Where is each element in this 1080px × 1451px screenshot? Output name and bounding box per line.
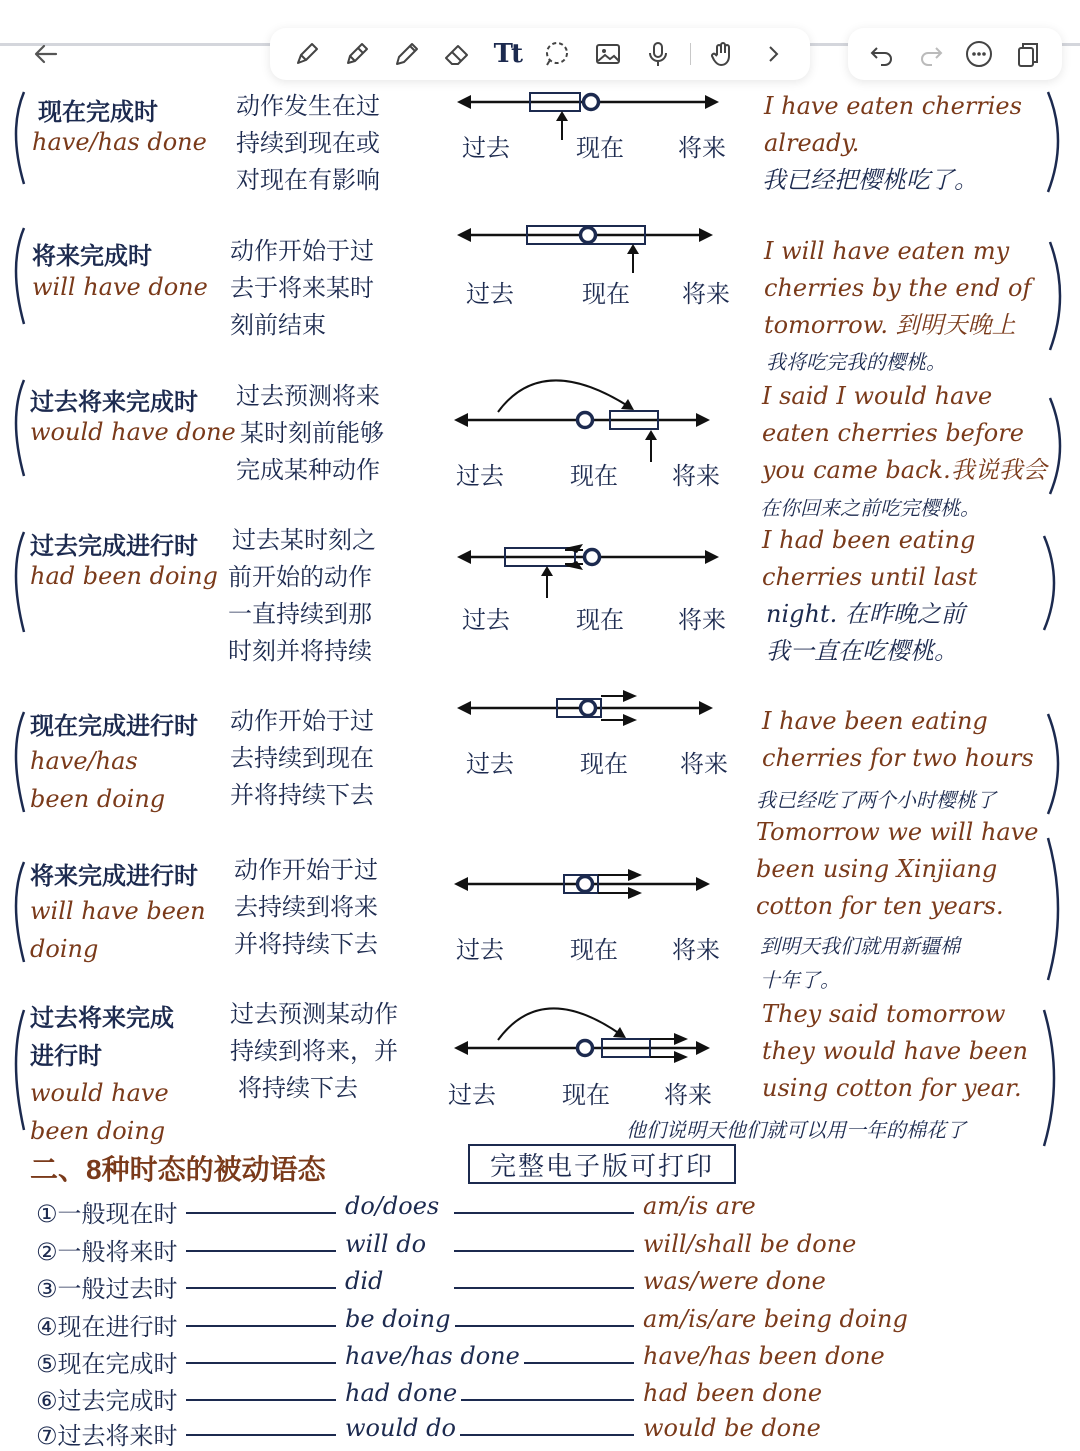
passive-form: was/were done (639, 1267, 830, 1295)
timeline-diagram (452, 996, 722, 1071)
label-now: 现在 (576, 607, 624, 634)
example-cn: 在你回来之前吃完樱桃。 (760, 498, 980, 520)
label-past: 过去 (466, 281, 514, 308)
drawing-toolbar (270, 28, 810, 80)
tense-name: ③一般过去时 (36, 1269, 182, 1304)
microphone-icon (643, 39, 673, 69)
example-cn: 他们说明天他们就可以用一年的棉花了 (626, 1120, 966, 1142)
text-tool[interactable] (489, 36, 525, 72)
label-future: 将来 (664, 1082, 712, 1109)
history-toolbar (848, 28, 1062, 80)
label-past: 过去 (448, 1082, 496, 1109)
pen-tool[interactable] (289, 36, 325, 72)
left-brace (4, 710, 28, 814)
connector-line (186, 1434, 336, 1436)
timeline-diagram (455, 540, 725, 602)
tense-form: would have done (30, 418, 236, 446)
passive-row (36, 1230, 1036, 1266)
connector-line (186, 1362, 336, 1364)
passive-form: have/has been done (639, 1342, 889, 1370)
pages-icon (1013, 39, 1043, 69)
active-form: did (341, 1267, 387, 1295)
example-en: They said tomorrow they would have been using cotton for year. (762, 1000, 1028, 1102)
pencil-tool[interactable] (389, 36, 425, 72)
tense-name: ⑦过去将来时 (36, 1416, 182, 1451)
pages-button[interactable] (1010, 36, 1046, 72)
more-icon (964, 39, 994, 69)
eraser-icon (442, 39, 472, 69)
timeline-diagram (452, 370, 722, 465)
label-future: 将来 (678, 135, 726, 162)
hand-icon (708, 39, 738, 69)
tense-form: would have been doing (30, 1079, 169, 1145)
tense-form: will have done (32, 273, 208, 301)
tense-name: ⑤现在完成时 (36, 1344, 182, 1379)
tense-name: 过去将来完成 进行时 (30, 1005, 174, 1070)
label-future: 将来 (672, 463, 720, 490)
tense-desc: 动作开始于过 去持续到现在 并将持续下去 (230, 708, 374, 809)
connector-line (454, 1434, 634, 1436)
tense-desc: 动作开始于过 去于将来某时 刻前结束 (230, 238, 374, 339)
tense-desc: 过去预测某动作 持续到将来，并 将持续下去 (230, 1001, 398, 1102)
redo-icon (916, 39, 946, 69)
passive-form: will/shall be done (639, 1230, 860, 1258)
right-brace (1044, 712, 1070, 816)
tense-form: had been doing (30, 562, 218, 590)
label-now: 现在 (570, 937, 618, 964)
label-past: 过去 (462, 607, 510, 634)
passive-form: am/is are (639, 1192, 760, 1220)
image-tool[interactable] (590, 36, 626, 72)
label-past: 过去 (462, 135, 510, 162)
right-brace (1046, 240, 1072, 352)
toolbar-separator (690, 43, 691, 65)
right-brace (1046, 396, 1072, 496)
right-brace (1040, 1008, 1066, 1148)
right-brace (1040, 534, 1066, 632)
passive-row (36, 1379, 1036, 1415)
left-brace (4, 530, 28, 634)
example-en: Tomorrow we will have been using Xinjiang cotton for ten years. (756, 818, 1039, 920)
example-cn: night. 在昨晚之前 我一直在吃樱桃。 (766, 600, 965, 665)
passive-row (36, 1305, 1036, 1341)
connector-line (186, 1399, 336, 1401)
undo-icon (867, 39, 897, 69)
label-now: 现在 (570, 463, 618, 490)
tense-name: 将来完成进行时 (30, 863, 198, 890)
label-past: 过去 (466, 751, 514, 778)
label-future: 将来 (680, 751, 728, 778)
connector-line (186, 1212, 336, 1214)
more-button[interactable] (961, 36, 997, 72)
example-en: I have eaten cherries already. (764, 92, 1022, 157)
tense-desc: 动作开始于过 去持续到将来 并将持续下去 (234, 857, 378, 958)
tense-desc: 过去预测将来 某时刻前能够 完成某种动作 (236, 383, 384, 484)
passive-row (36, 1267, 1036, 1303)
tense-name: 现在完成进行时 (30, 713, 198, 740)
example-cn: 我已经把樱桃吃了。 (762, 166, 978, 194)
highlighter-tool[interactable] (339, 36, 375, 72)
tense-name: ④现在进行时 (36, 1307, 182, 1342)
passive-row (36, 1342, 1036, 1378)
lasso-icon (542, 39, 572, 69)
left-brace (4, 378, 28, 478)
tense-form: have/has done (32, 128, 207, 156)
timeline-diagram (452, 866, 722, 906)
left-brace (4, 226, 28, 326)
example-en: I said I would have eaten cherries before you came back.我说我会 (762, 382, 1047, 484)
tense-name: 现在完成时 (38, 99, 158, 126)
example-cn: 到明天我们就用新疆棉 十年了。 (760, 936, 960, 992)
tense-form: will have been doing (30, 897, 206, 963)
label-now: 现在 (582, 281, 630, 308)
connector-line (454, 1212, 634, 1214)
print-note: 完整电子版可打印 (468, 1144, 736, 1184)
example-en: I will have eaten my cherries by the end of tomorrow. 到明天晚上 (764, 237, 1032, 339)
connector-line (454, 1399, 634, 1401)
left-brace (4, 90, 28, 186)
pen-icon (292, 39, 322, 69)
label-future: 将来 (678, 607, 726, 634)
left-brace (4, 860, 28, 964)
connector-line (186, 1250, 336, 1252)
label-past: 过去 (456, 937, 504, 964)
tense-name: ⑥过去完成时 (36, 1381, 182, 1416)
label-now: 现在 (580, 751, 628, 778)
timeline-diagram (455, 218, 725, 278)
connector-line (186, 1325, 336, 1327)
image-icon (593, 39, 623, 69)
passive-form: am/is/are being doing (639, 1305, 912, 1333)
right-brace (1044, 836, 1070, 982)
example-cn: 我已经吃了两个小时樱桃了 (756, 790, 996, 812)
text-tool-icon: Tt (493, 39, 522, 69)
timeline-diagram (455, 690, 725, 730)
section-title: 二、8种时态的被动语态 (30, 1154, 326, 1185)
active-form: would do (341, 1414, 460, 1442)
right-brace (1044, 90, 1070, 194)
passive-row (36, 1414, 1036, 1450)
back-button[interactable] (26, 34, 66, 74)
label-future: 将来 (682, 281, 730, 308)
example-en: I had been eating cherries until last (762, 526, 978, 591)
redo-button[interactable] (913, 36, 949, 72)
connector-line (186, 1287, 336, 1289)
chevron-right-icon (758, 39, 788, 69)
active-form: be doing (341, 1305, 455, 1333)
label-now: 现在 (576, 135, 624, 162)
active-form: will do (341, 1230, 430, 1258)
active-form: do/does (341, 1192, 443, 1220)
passive-row (36, 1192, 1036, 1228)
hand-tool[interactable] (705, 36, 741, 72)
label-now: 现在 (562, 1082, 610, 1109)
tense-name: 过去将来完成时 (30, 389, 198, 416)
tense-name: ②一般将来时 (36, 1232, 182, 1267)
example-cn: 我将吃完我的樱桃。 (766, 352, 946, 374)
connector-line (454, 1325, 634, 1327)
lasso-tool[interactable] (539, 36, 575, 72)
label-past: 过去 (456, 463, 504, 490)
left-brace (4, 1008, 28, 1132)
eraser-tool[interactable] (439, 36, 475, 72)
connector-line (454, 1250, 634, 1252)
passive-form: would be done (639, 1414, 825, 1442)
example-en: I have been eating cherries for two hours (762, 707, 1034, 772)
more-tools-button[interactable] (755, 36, 791, 72)
tense-name: ①一般现在时 (36, 1194, 182, 1229)
tense-desc: 过去某时刻之 前开始的动作 一直持续到那 时刻并将持续 (228, 527, 376, 665)
tense-name: 将来完成时 (32, 243, 152, 270)
connector-line (454, 1287, 634, 1289)
passive-form: had been done (639, 1379, 826, 1407)
undo-button[interactable] (864, 36, 900, 72)
tense-name: 过去完成进行时 (30, 533, 198, 560)
arrow-left-icon (32, 40, 60, 68)
active-form: have/has done (341, 1342, 524, 1370)
tense-form: have/has been doing (30, 747, 166, 813)
highlighter-icon (342, 39, 372, 69)
active-form: had done (341, 1379, 461, 1407)
label-future: 将来 (672, 937, 720, 964)
pencil-icon (392, 39, 422, 69)
microphone-tool[interactable] (640, 36, 676, 72)
tense-desc: 动作发生在过 持续到现在或 对现在有影响 (236, 93, 380, 194)
